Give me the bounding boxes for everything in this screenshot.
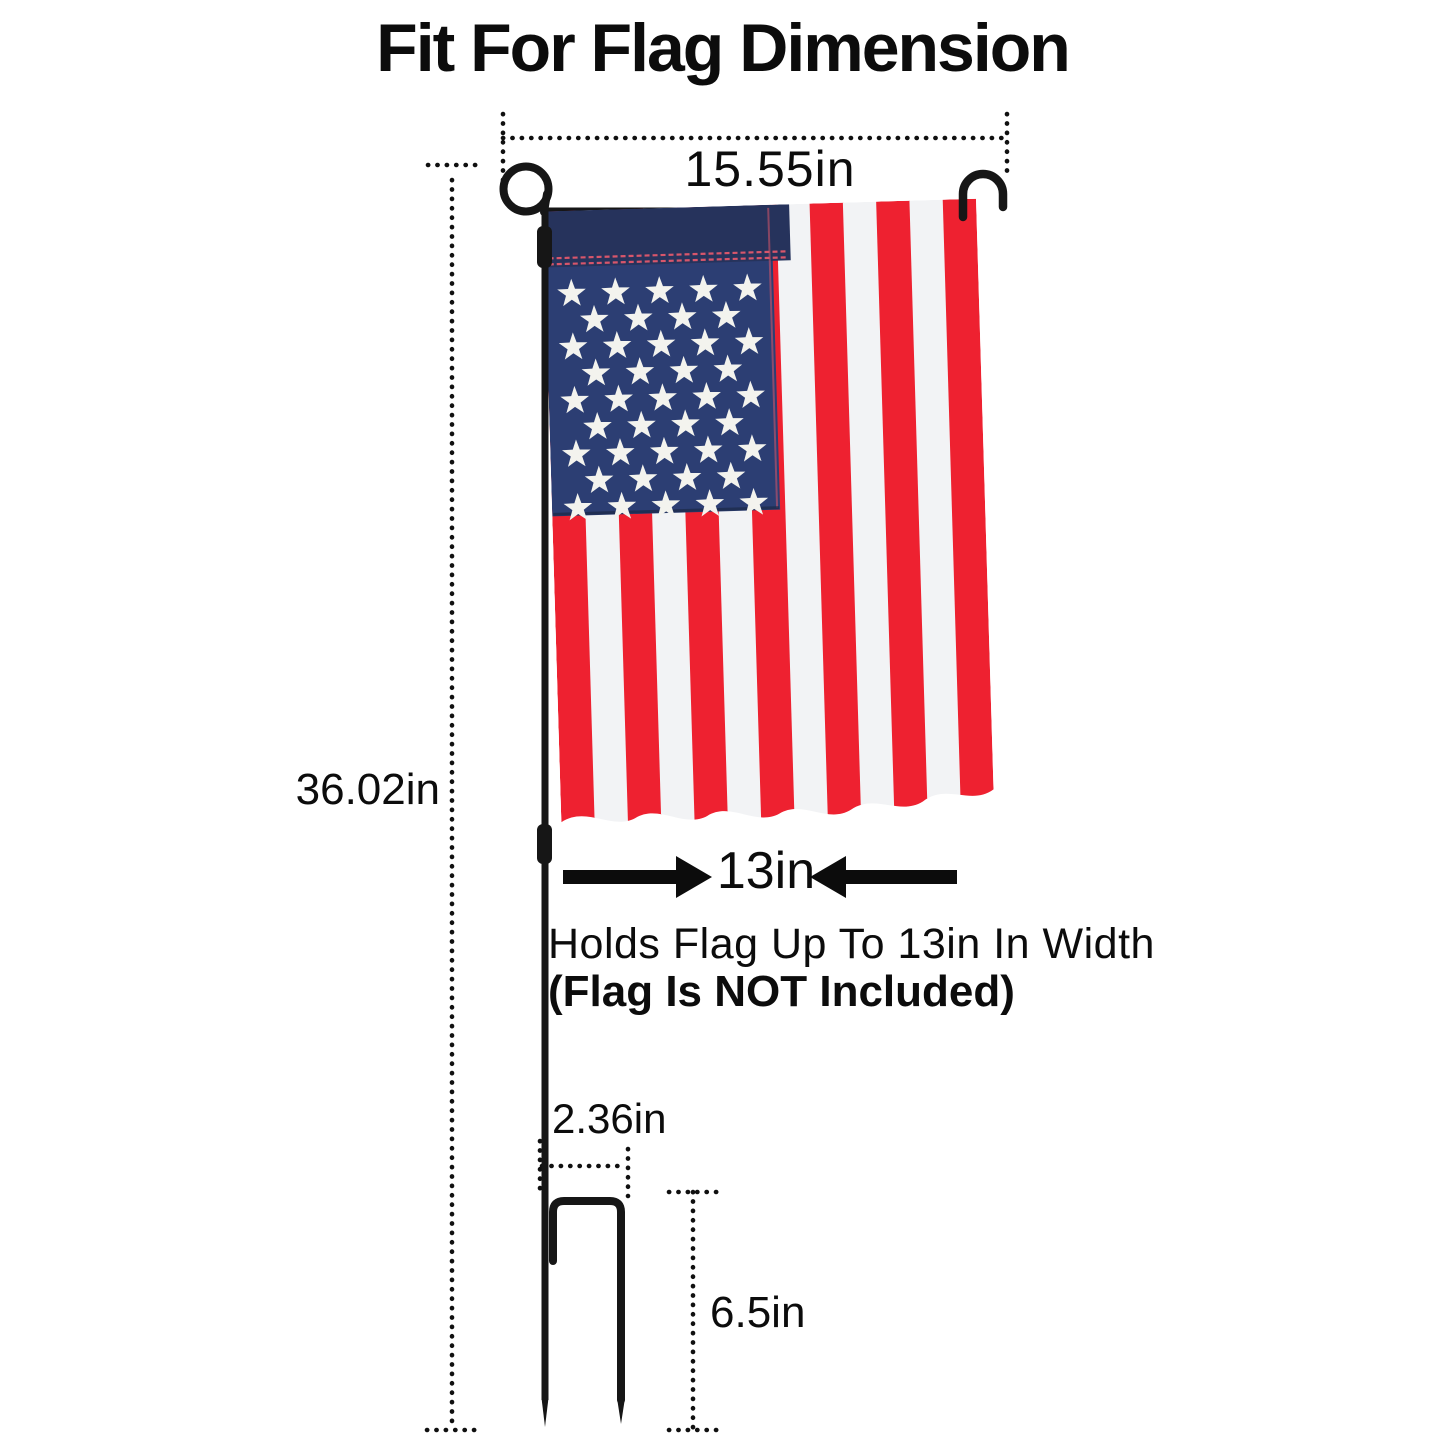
pole [542,204,549,1400]
arrow-right-icon [563,856,712,898]
stake-depth-label: 6.5in [710,1288,806,1337]
page-title: Fit For Flag Dimension [376,10,1069,86]
flag-width-label: 13in [716,842,816,900]
fork-width-label: 2.36in [552,1095,667,1142]
ground-fork [553,1201,621,1400]
flag-not-included-note: (Flag Is NOT Included) [548,967,1015,1016]
hanger-width-label: 15.55in [684,141,856,197]
pole-ferrule-top [537,226,552,268]
pole-ferrule-mid [537,824,552,864]
pole-height-label: 36.02in [295,765,440,814]
flag-graphic [543,199,995,830]
arrow-left-icon [810,856,957,898]
holds-flag-note: Holds Flag Up To 13in In Width [548,920,1155,968]
